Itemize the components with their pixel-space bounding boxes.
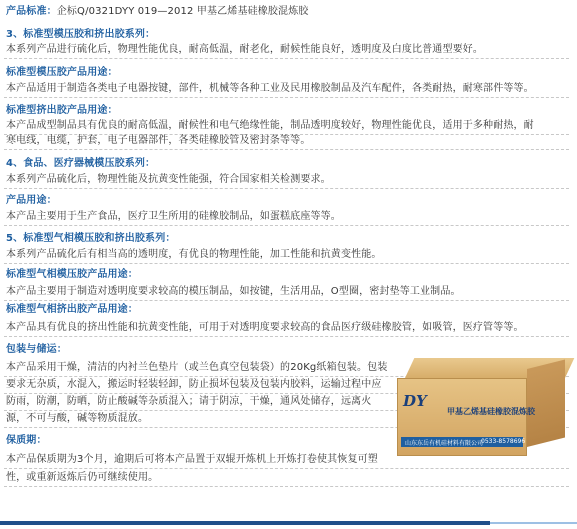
section-heading: 标准型挤出胶产品用途： (6, 105, 118, 116)
line-separator (4, 188, 569, 189)
body-text-line: 寒电线，电缆，护套，电子电器部件，各类硅橡胶管及密封条等等。 (6, 135, 311, 146)
bottom-rule-dark (0, 521, 490, 525)
body-text-line: 源，不可与酸，碱等物质混放。 (6, 413, 149, 424)
line-separator (4, 97, 569, 98)
line-separator (4, 58, 569, 59)
body-text-line: 本产品保质期为3个月，逾期后可将本产品置于双辊开炼机上开炼打卷使其恢复可塑 (6, 454, 378, 465)
section-heading: 标准型气相模压胶产品用途： (6, 269, 138, 280)
body-text-line: 本产品主要用于制造对透明度要求较高的模压制品，如按键，生活用品，O型圈，密封垫等工业制品。 (6, 286, 461, 297)
field-label: 产品标准： (6, 6, 57, 17)
section-heading: 产品用途： (6, 195, 57, 206)
body-text-line: 本产品成型制品具有优良的耐高低温，耐候性和电气绝缘性能，制品透明度较好，物理性能优良，适用于多种耐热，耐 (6, 120, 534, 131)
box-company-band (401, 437, 526, 447)
body-text-line: 本系列产品进行硫化后，物理性能优良，耐高低温，耐老化，耐候性能良好，透明度及白度比普通型要好。 (6, 44, 484, 55)
body-text-line: 本系列产品硫化后有相当高的透明度，有优良的物理性能，加工性能和抗黄变性能。 (6, 249, 382, 260)
line-separator (4, 300, 569, 301)
section-heading: 保质期： (6, 435, 47, 446)
line-separator (4, 225, 569, 226)
section-heading: 标准型模压胶产品用途： (6, 67, 118, 78)
product-box-image (397, 358, 565, 456)
bottom-rule-light (490, 522, 577, 524)
line-separator (4, 468, 569, 469)
section-heading: 4、食品、医疗器械模压胶系列： (6, 158, 156, 169)
box-product-title: 甲基乙烯基硅橡胶混炼胶 (447, 407, 535, 416)
box-company-name: 山东东岳有机硅材料有限公司 (405, 440, 484, 447)
line-separator (4, 149, 569, 150)
box-side-face (527, 360, 565, 447)
dy-logo: DY (403, 392, 427, 410)
body-text-line: 本产品主要用于生产食品，医疗卫生所用的硅橡胶制品，如蛋糕底座等等。 (6, 211, 341, 222)
line-separator (4, 263, 569, 264)
line-separator (4, 486, 569, 487)
section-heading: 标准型气相挤出胶产品用途： (6, 304, 138, 315)
body-text-line: 本产品采用干燥，清洁的内衬兰色垫片（或兰色真空包装袋）的20Kg纸箱包装。包装 (6, 362, 388, 373)
line-separator (4, 336, 569, 337)
section-heading: 包装与储运： (6, 344, 67, 355)
body-text-line: 本系列产品硫化后，物理性能及抗黄变性能强，符合国家相关检测要求。 (6, 174, 331, 185)
body-text-line: 本产品适用于制造各类电子电器按键，部件，机械等各种工业及民用橡胶制品及汽车配件，各类耐热，耐寒部件等等。 (6, 83, 534, 94)
section-heading: 3、标准型模压胶和挤出胶系列： (6, 29, 156, 40)
field-value: 企标Q/0321DYY 019—2012 甲基乙烯基硅橡胶混炼胶 (56, 6, 309, 17)
body-text-line: 本产品具有优良的挤出性能和抗黄变性能，可用于对透明度要求较高的食品医疗级硅橡胶管，如吸管，医疗管等等。 (6, 322, 524, 333)
box-phone: 0533-8578696 (481, 438, 526, 445)
body-text-line: 要求无杂质，水混入，搬运时轻装轻卸，防止损坏包装及包装内胶料，运输过程中应 (6, 379, 382, 390)
section-heading (6, 5, 309, 18)
section-heading: 5、标准型气相模压胶和挤出胶系列： (6, 233, 176, 244)
bottom-rule (0, 521, 577, 525)
body-text-line: 性，或重新返炼后仍可继续使用。 (6, 472, 159, 483)
body-text-line: 防雨，防潮，防晒，防止酸碱等杂质混入；请于阴凉，干燥，通风处储存，远离火 (6, 396, 372, 407)
